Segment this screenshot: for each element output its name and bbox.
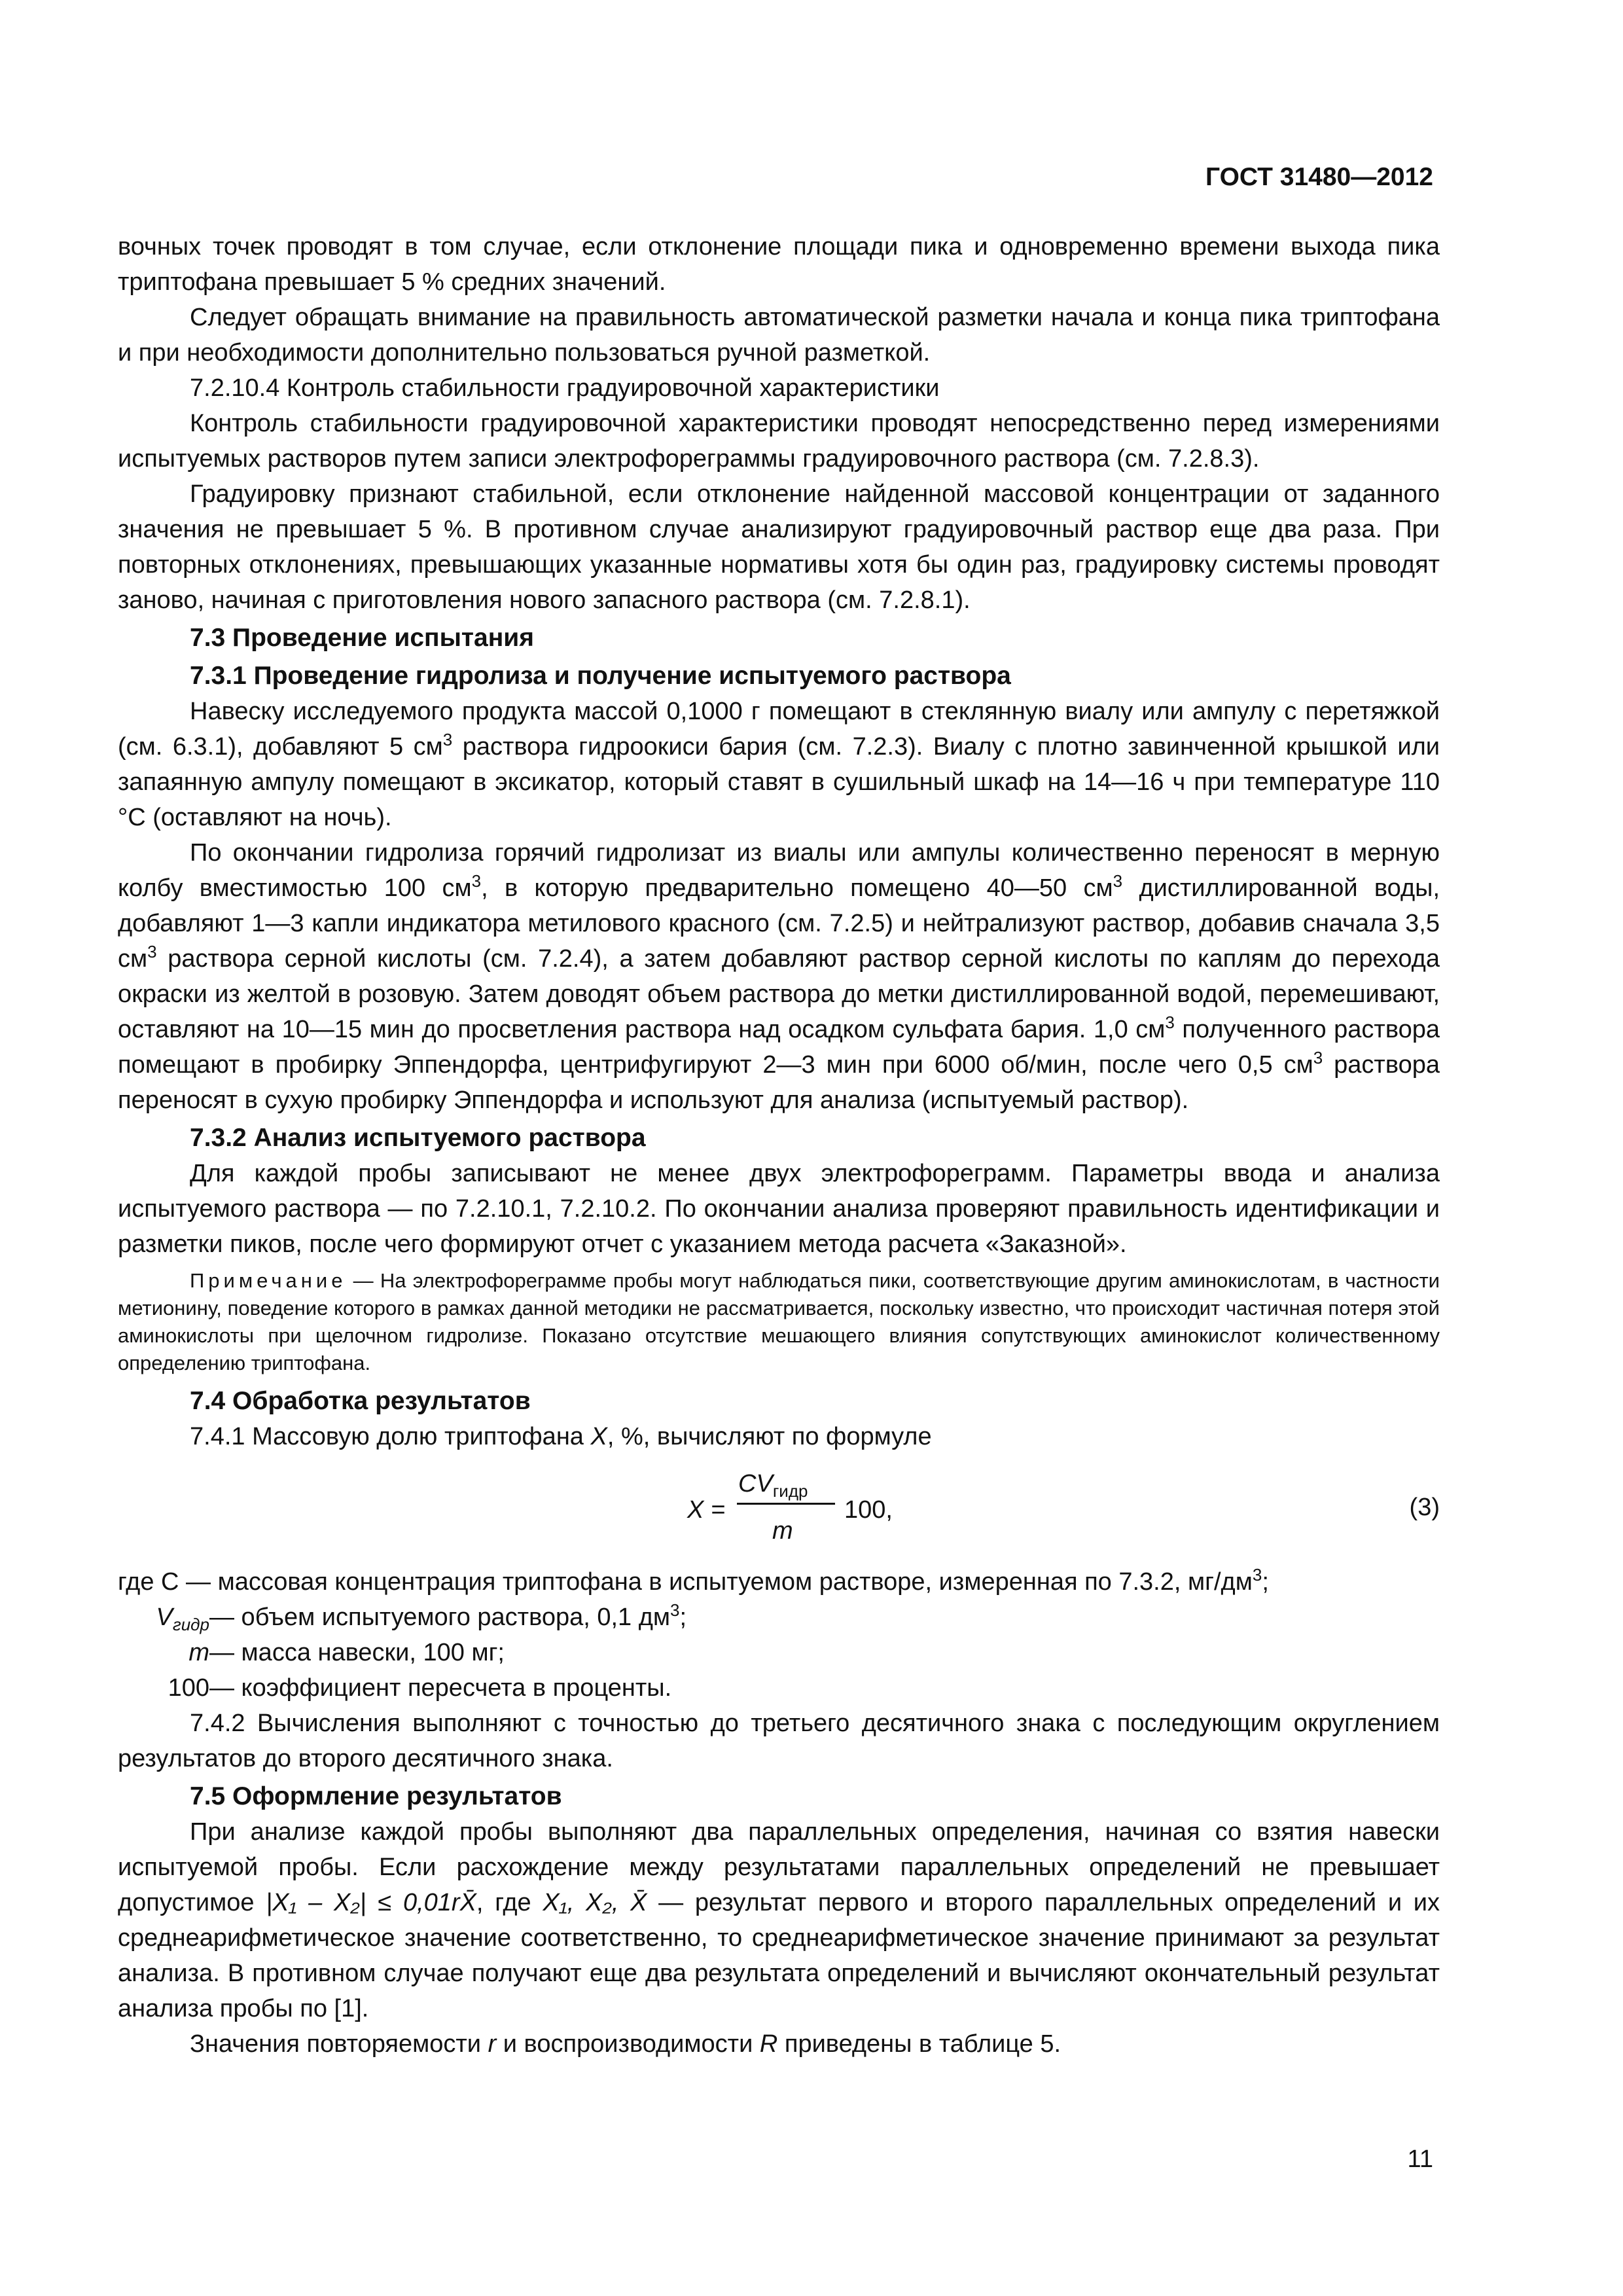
superscript: 3: [1165, 1013, 1175, 1032]
paragraph-text: раствора гидроокиси бария (см. 7.2.3). Виалу с плотно завинченной крышкой или запаянную ампулу помещают в эксикатор, который ставят в сушильный шкаф на 14—16 ч при температуре 110 °С (оставляют на ночь).: [118, 733, 1440, 831]
paragraph-text: Градуировку признают стабильной, если отклонение найденной массовой концентрации от заданного значения не превышает 5 %. В противном случае анализируют градуировочный раствор еще два раза. При повторных отклонениях, превышающих указанные нормативы хотя бы один раз, градуировку системы проводят заново, начиная с приготовления нового запасного раствора (см. 7.2.8.1).: [118, 480, 1440, 614]
paragraph: [118, 406, 1440, 476]
paragraph: [118, 1156, 1440, 1262]
formula-lhs: X =: [687, 1496, 726, 1524]
paragraph-text: дистиллированной воды, добавляют 1—3 капли индикатора метилового красного (см. 7.2.5) и нейтрализуют раствор, добавив сначала 3,5 см: [118, 874, 1440, 973]
subscript-hydr: гидр: [772, 1481, 808, 1501]
note: [118, 1267, 1440, 1377]
subscript-hydr: гидр: [172, 1615, 209, 1634]
section-heading-7-3-1: 7.3.1 Проведение гидролиза и получение испытуемого раствора: [190, 662, 1011, 690]
page-number: 11: [1407, 2145, 1433, 2173]
definition-row: [118, 1635, 1440, 1670]
section-heading-7-4: 7.4 Обработка результатов: [190, 1387, 531, 1415]
paragraph: [118, 694, 1440, 835]
definition-key: 100: [168, 1674, 209, 1702]
symbol-v: V: [756, 1470, 773, 1498]
paragraph-text: , в которую предварительно помещено 40—50 см: [481, 874, 1113, 902]
note-text: — На электрофореграмме пробы могут наблюдаться пики, соответствующие другим аминокислотам, в частности метионину, поведение которого в рамках данной методики не рассматривается, поскольку известно, что происходит частичная потеря этой аминокислоты при щелочном гидролизе. Показано отсутствие мешающего влияния сопутствующих аминокислот количественному определению триптофана.: [118, 1269, 1440, 1374]
superscript: 3: [147, 942, 157, 961]
inequality: |X₁ – X₂| ≤ 0,01rX̄: [266, 1889, 476, 1916]
definition-end: ;: [1262, 1568, 1269, 1596]
superscript: 3: [1252, 1565, 1262, 1585]
paragraph-text: приведены в таблице 5.: [777, 2030, 1061, 2058]
variable-definitions: [118, 1564, 1440, 1706]
document-id: ГОСТ 31480—2012: [1205, 163, 1433, 191]
formula-numerator: [738, 1466, 808, 1501]
definition-row: [118, 1670, 1440, 1706]
paragraph-text: При анализе каждой пробы выполняют два параллельных определения, начиная со взятия навески испытуемой пробы. Если расхождение между результатами параллельных определений не превышает допустимое: [118, 1818, 1440, 1916]
formula-fraction: [687, 1460, 949, 1564]
symbol-big-r: R: [759, 2030, 778, 2058]
symbol-c: C: [738, 1470, 757, 1498]
paragraph-text: Значения повторяемости: [190, 2030, 488, 2058]
fraction-bar: [737, 1503, 835, 1505]
paragraph-text: — результат первого и второго параллельных определений и их среднеарифметическое значение соответственно, то среднеарифметическое значение принимают за результат анализа. В противном случае получают еще два результата определений и вычисляют окончательный результат анализа пробы по [1].: [118, 1889, 1440, 2022]
definition-key: [118, 1600, 209, 1635]
paragraph-text: 7.4.2 Вычисления выполняют с точностью до третьего десятичного знака с последующим округлением результатов до второго десятичного знака.: [118, 1710, 1440, 1772]
paragraph: [118, 300, 1440, 370]
paragraph: [118, 476, 1440, 618]
formula-3: [118, 1460, 1440, 1564]
definition-key: m: [188, 1639, 209, 1666]
document-body: [118, 229, 1440, 2062]
definition-text: [209, 1600, 1440, 1635]
paragraph-text: , %, вычисляют по формуле: [607, 1423, 932, 1450]
paragraph-text: Контроль стабильности градуировочной характеристики проводят непосредственно перед измерениями испытуемых растворов путем записи электрофореграммы градуировочного раствора (см. 7.2.8.3).: [118, 410, 1440, 473]
section-heading-7-5: 7.5 Оформление результатов: [190, 1782, 562, 1810]
section-heading-7-3: 7.3 Проведение испытания: [190, 624, 534, 652]
equation-number: (3): [1409, 1494, 1440, 1521]
definition-text-part: — объем испытуемого раствора, 0,1 дм: [209, 1604, 671, 1631]
formula-tail: 100,: [844, 1496, 893, 1524]
paragraph-text: Следует обращать внимание на правильность автоматической разметки начала и конца пика триптофана и при необходимости дополнительно пользоваться ручной разметкой.: [118, 304, 1440, 367]
superscript: 3: [1113, 871, 1123, 891]
paragraph: [118, 229, 1440, 300]
definition-text: — коэффициент пересчета в проценты.: [209, 1674, 672, 1702]
symbol-x: X: [590, 1423, 607, 1450]
subsection-title-text: 7.2.10.4 Контроль стабильности градуировочной характеристики: [190, 374, 940, 402]
paragraph-text: полученного раствора помещают в пробирку Эппендорфа, центрифугируют 2—3 мин при 6000 об/мин, после чего 0,5 см: [118, 1016, 1440, 1079]
paragraph-text: и воспроизводимости: [496, 2030, 760, 2058]
paragraph-text: 7.4.1 Массовую долю триптофана: [190, 1423, 591, 1450]
symbol-list: X₁, X₂, X̄: [543, 1889, 647, 1916]
subsection-title: [118, 370, 1440, 406]
paragraph: [118, 1814, 1440, 2026]
paragraph: [118, 2026, 1440, 2062]
paragraph-text: раствора переносят в сухую пробирку Эппендорфа и используют для анализа (испытуемый раствор).: [118, 1051, 1440, 1114]
paragraph-text: раствора серной кислоты (см. 7.2.4), а затем добавляют раствор серной кислоты по каплям до перехода окраски из желтой в розовую. Затем доводят объем раствора до метки дистиллированной водой, перемешивают, оставляют на 10—15 мин до просветления раствора над осадком сульфата бария. 1,0 см: [118, 945, 1440, 1043]
formula-denominator: m: [772, 1517, 793, 1545]
paragraph-text: Навеску исследуемого продукта массой 0,1000 г помещают в стеклянную виалу или ампулу с перетяжкой (см. 6.3.1), добавляют 5 см: [118, 698, 1440, 761]
paragraph-text: По окончании гидролиза горячий гидролизат из виалы или ампулы количественно переносят в мерную колбу вместимостью 100 см: [118, 839, 1440, 902]
paragraph-text: Для каждой пробы записывают не менее двух электрофореграмм. Параметры ввода и анализа испытуемого раствора — по 7.2.10.1, 7.2.10.2. По окончании анализа проверяют правильность идентификации и разметки пиков, после чего формируют отчет с указанием метода расчета «Заказной».: [118, 1160, 1440, 1258]
paragraph: [118, 835, 1440, 1118]
definition-row: [118, 1564, 1440, 1600]
superscript: 3: [670, 1600, 680, 1620]
definition-text: — масса навески, 100 мг;: [209, 1639, 505, 1666]
paragraph-text: , где: [476, 1889, 543, 1916]
definition-key: где C: [118, 1568, 179, 1596]
paragraph-text: вочных точек проводят в том случае, если отклонение площади пика и одновременно времени выхода пика триптофана превышает 5 % средних значений.: [118, 233, 1440, 296]
symbol-r: r: [488, 2030, 497, 2058]
superscript: 3: [442, 730, 453, 749]
superscript: 3: [471, 871, 482, 891]
superscript: 3: [1313, 1048, 1323, 1067]
paragraph: [118, 1419, 1440, 1454]
definition-row: [118, 1600, 1440, 1635]
paragraph: [118, 1706, 1440, 1776]
symbol-v: V: [156, 1604, 173, 1631]
section-heading-7-3-2: 7.3.2 Анализ испытуемого раствора: [190, 1124, 646, 1152]
definition-text: — массовая концентрация триптофана в испытуемом растворе, измеренная по 7.3.2, мг/дм: [179, 1568, 1253, 1596]
definition-end: ;: [679, 1604, 687, 1631]
note-label: Примечание: [190, 1269, 347, 1292]
